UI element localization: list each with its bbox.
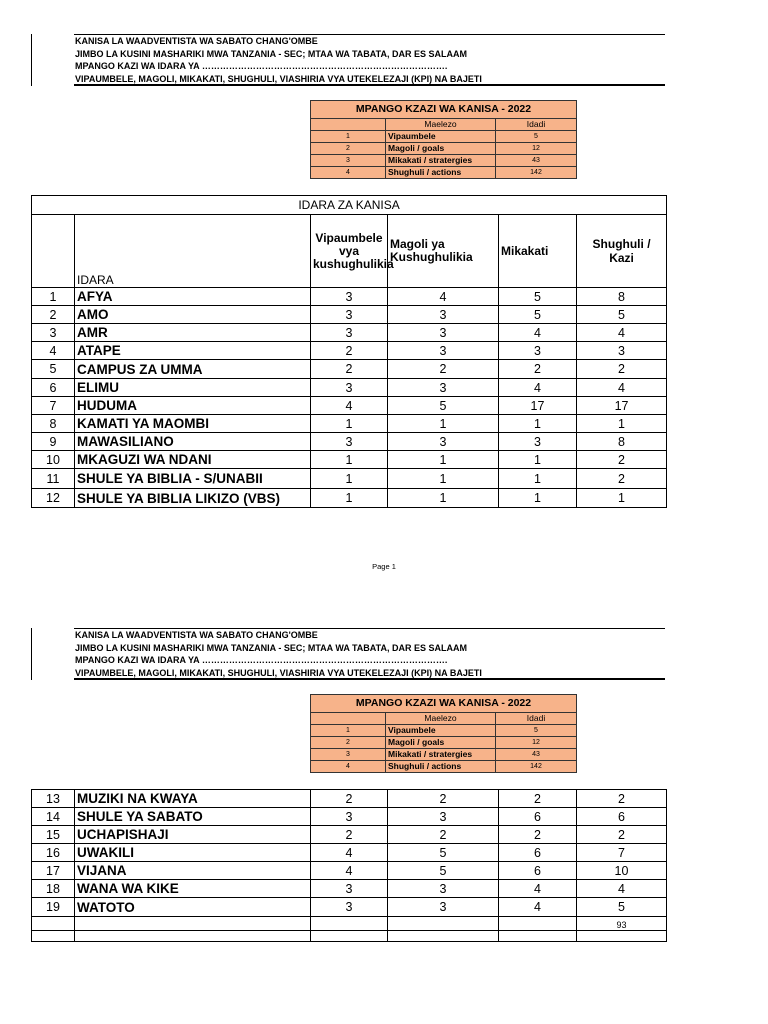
col-header-magoli: Magoli ya Kushughulikia <box>388 215 499 288</box>
vipaumbele-count: 3 <box>311 379 388 397</box>
mikakati-count: 2 <box>499 360 577 379</box>
page-label: Page 1 <box>372 562 396 571</box>
shughuli-count: 3 <box>577 342 667 360</box>
table-row <box>32 862 667 880</box>
mikakati-count: 3 <box>499 342 577 360</box>
summary-row: 1 Vipaumbele 5 <box>311 725 577 737</box>
shughuli-count: 2 <box>577 360 667 379</box>
table-row <box>32 324 667 342</box>
magoli-count: 3 <box>388 433 499 451</box>
vipaumbele-count: 3 <box>311 306 388 324</box>
department-name: AMR <box>75 324 311 342</box>
table-row <box>32 790 667 808</box>
department-name: SHULE YA BIBLIA - S/UNABII <box>75 469 311 489</box>
vipaumbele-count: 3 <box>311 808 388 826</box>
row-number: 10 <box>32 451 75 469</box>
department-name: ELIMU <box>75 379 311 397</box>
total-row <box>32 917 667 931</box>
row-number: 6 <box>32 379 75 397</box>
mikakati-count: 3 <box>499 433 577 451</box>
row-number: 19 <box>32 898 75 917</box>
mikakati-count: 4 <box>499 379 577 397</box>
mikakati-count: 6 <box>499 808 577 826</box>
department-name: HUDUMA <box>75 397 311 415</box>
magoli-count: 1 <box>388 415 499 433</box>
vipaumbele-count: 3 <box>311 898 388 917</box>
shughuli-count: 6 <box>577 808 667 826</box>
vipaumbele-count: 3 <box>311 433 388 451</box>
magoli-count: 2 <box>388 826 499 844</box>
department-name: MKAGUZI WA NDANI <box>75 451 311 469</box>
summary-row: 1 Vipaumbele 5 <box>311 131 577 143</box>
vipaumbele-count: 4 <box>311 397 388 415</box>
shughuli-count: 8 <box>577 433 667 451</box>
header-line-3: MPANGO KAZI WA IDARA YA ………………………………………………………………………. <box>75 655 448 665</box>
table-row <box>32 844 667 862</box>
table-row <box>32 360 667 379</box>
summary-table-1 <box>310 100 577 179</box>
vipaumbele-count: 1 <box>311 489 388 508</box>
shughuli-count: 4 <box>577 880 667 898</box>
magoli-count: 3 <box>388 880 499 898</box>
department-name: SHULE YA SABATO <box>75 808 311 826</box>
magoli-count: 2 <box>388 790 499 808</box>
mikakati-count: 1 <box>499 469 577 489</box>
row-number: 17 <box>32 862 75 880</box>
magoli-count: 3 <box>388 898 499 917</box>
row-number: 7 <box>32 397 75 415</box>
department-name: UWAKILI <box>75 844 311 862</box>
vipaumbele-count: 2 <box>311 790 388 808</box>
vipaumbele-count: 2 <box>311 360 388 379</box>
col-header-idara: IDARA <box>75 215 311 288</box>
department-name: MUZIKI NA KWAYA <box>75 790 311 808</box>
mikakati-count: 6 <box>499 862 577 880</box>
table-row <box>32 880 667 898</box>
summary-title: MPANGO KZAZI WA KANISA - 2022 <box>311 101 577 119</box>
magoli-count: 1 <box>388 451 499 469</box>
department-name: WANA WA KIKE <box>75 880 311 898</box>
col-header-vipaumbele: Vipaumbele vya kushughulikia <box>311 215 388 288</box>
table-row <box>32 379 667 397</box>
department-name: AFYA <box>75 288 311 306</box>
magoli-count: 3 <box>388 342 499 360</box>
table-title: IDARA ZA KANISA <box>32 196 667 215</box>
table-row <box>32 306 667 324</box>
summary-col-idadi: Idadi <box>496 119 577 131</box>
mikakati-count: 6 <box>499 844 577 862</box>
table-row <box>32 469 667 489</box>
header-line-2: JIMBO LA KUSINI MASHARIKI MWA TANZANIA - SEC; MTAA WA TABATA, DAR ES SALAAM <box>75 642 467 653</box>
row-number: 13 <box>32 790 75 808</box>
col-header-mikakati: Mikakati <box>499 215 577 288</box>
magoli-count: 3 <box>388 808 499 826</box>
row-number: 8 <box>32 415 75 433</box>
table-row <box>32 433 667 451</box>
summary-col-maelezo: Maelezo <box>386 119 496 131</box>
table-row <box>32 489 667 508</box>
department-name: MAWASILIANO <box>75 433 311 451</box>
summary-row: 2 Magoli / goals 12 <box>311 737 577 749</box>
department-name: WATOTO <box>75 898 311 917</box>
mikakati-count: 5 <box>499 288 577 306</box>
magoli-count: 5 <box>388 397 499 415</box>
row-number: 15 <box>32 826 75 844</box>
header-line-3: MPANGO KAZI WA IDARA YA ………………………………………………………………………. <box>75 61 448 71</box>
vipaumbele-count: 4 <box>311 862 388 880</box>
vipaumbele-count: 3 <box>311 324 388 342</box>
mikakati-count: 2 <box>499 826 577 844</box>
table-row <box>32 342 667 360</box>
magoli-count: 5 <box>388 862 499 880</box>
col-header-shughuli: Shughuli / Kazi <box>577 215 667 288</box>
header-line-1: KANISA LA WAADVENTISTA WA SABATO CHANG'OMBE <box>75 36 318 46</box>
table-row <box>32 808 667 826</box>
table-row <box>32 826 667 844</box>
magoli-count: 2 <box>388 360 499 379</box>
mikakati-count: 1 <box>499 451 577 469</box>
header-line-2: JIMBO LA KUSINI MASHARIKI MWA TANZANIA - SEC; MTAA WA TABATA, DAR ES SALAAM <box>75 48 467 59</box>
shughuli-count: 2 <box>577 826 667 844</box>
magoli-count: 5 <box>388 844 499 862</box>
header-line-4: VIPAUMBELE, MAGOLI, MIKAKATI, SHUGHULI, VIASHIRIA VYA UTEKELEZAJI (KPI) NA BAJETI <box>75 73 482 84</box>
header-block-2 <box>31 628 665 680</box>
summary-row: 3 Mikakati / stratergies 43 <box>311 155 577 167</box>
departments-table-page2 <box>31 789 667 942</box>
departments-table-page1 <box>31 195 667 508</box>
summary-row: 3 Mikakati / stratergies 43 <box>311 749 577 761</box>
shughuli-count: 7 <box>577 844 667 862</box>
row-number: 3 <box>32 324 75 342</box>
row-number: 12 <box>32 489 75 508</box>
shughuli-count: 4 <box>577 379 667 397</box>
magoli-count: 3 <box>388 324 499 342</box>
row-number: 9 <box>32 433 75 451</box>
mikakati-count: 4 <box>499 880 577 898</box>
shughuli-count: 4 <box>577 324 667 342</box>
summary-row: 2 Magoli / goals 12 <box>311 143 577 155</box>
mikakati-count: 4 <box>499 324 577 342</box>
vipaumbele-count: 2 <box>311 826 388 844</box>
summary-row: 4 Shughuli / actions 142 <box>311 167 577 179</box>
department-name: UCHAPISHAJI <box>75 826 311 844</box>
magoli-count: 3 <box>388 306 499 324</box>
department-name: VIJANA <box>75 862 311 880</box>
row-number: 16 <box>32 844 75 862</box>
summary-title: MPANGO KZAZI WA KANISA - 2022 <box>311 695 577 713</box>
table-row <box>32 451 667 469</box>
row-number: 18 <box>32 880 75 898</box>
mikakati-count: 1 <box>499 415 577 433</box>
magoli-count: 4 <box>388 288 499 306</box>
shughuli-count: 5 <box>577 898 667 917</box>
vipaumbele-count: 4 <box>311 844 388 862</box>
shughuli-count: 1 <box>577 415 667 433</box>
shughuli-count: 2 <box>577 790 667 808</box>
shughuli-count: 2 <box>577 451 667 469</box>
summary-col-idadi: Idadi <box>496 713 577 725</box>
vipaumbele-count: 1 <box>311 415 388 433</box>
mikakati-count: 1 <box>499 489 577 508</box>
shughuli-count: 10 <box>577 862 667 880</box>
vipaumbele-count: 2 <box>311 342 388 360</box>
shughuli-count: 2 <box>577 469 667 489</box>
summary-col-maelezo: Maelezo <box>386 713 496 725</box>
department-name: SHULE YA BIBLIA LIKIZO (VBS) <box>75 489 311 508</box>
header-line-1: KANISA LA WAADVENTISTA WA SABATO CHANG'OMBE <box>75 630 318 640</box>
summary-table-2 <box>310 694 577 773</box>
shughuli-count: 5 <box>577 306 667 324</box>
total-value: 93 <box>577 917 667 931</box>
shughuli-count: 17 <box>577 397 667 415</box>
vipaumbele-count: 3 <box>311 880 388 898</box>
header-block-1 <box>31 34 665 86</box>
vipaumbele-count: 3 <box>311 288 388 306</box>
shughuli-count: 1 <box>577 489 667 508</box>
summary-row: 4 Shughuli / actions 142 <box>311 761 577 773</box>
mikakati-count: 17 <box>499 397 577 415</box>
table-row <box>32 415 667 433</box>
mikakati-count: 5 <box>499 306 577 324</box>
row-number: 5 <box>32 360 75 379</box>
magoli-count: 1 <box>388 489 499 508</box>
vipaumbele-count: 1 <box>311 451 388 469</box>
shughuli-count: 8 <box>577 288 667 306</box>
department-name: AMO <box>75 306 311 324</box>
table-row <box>32 898 667 917</box>
department-name: ATAPE <box>75 342 311 360</box>
table-row <box>32 397 667 415</box>
department-name: CAMPUS ZA UMMA <box>75 360 311 379</box>
row-number: 11 <box>32 469 75 489</box>
mikakati-count: 2 <box>499 790 577 808</box>
mikakati-count: 4 <box>499 898 577 917</box>
row-number: 4 <box>32 342 75 360</box>
table-row <box>32 288 667 306</box>
vipaumbele-count: 1 <box>311 469 388 489</box>
row-number: 1 <box>32 288 75 306</box>
magoli-count: 1 <box>388 469 499 489</box>
empty-row <box>32 931 667 942</box>
magoli-count: 3 <box>388 379 499 397</box>
department-name: KAMATI YA MAOMBI <box>75 415 311 433</box>
header-line-4: VIPAUMBELE, MAGOLI, MIKAKATI, SHUGHULI, VIASHIRIA VYA UTEKELEZAJI (KPI) NA BAJETI <box>75 667 482 678</box>
row-number: 14 <box>32 808 75 826</box>
row-number: 2 <box>32 306 75 324</box>
